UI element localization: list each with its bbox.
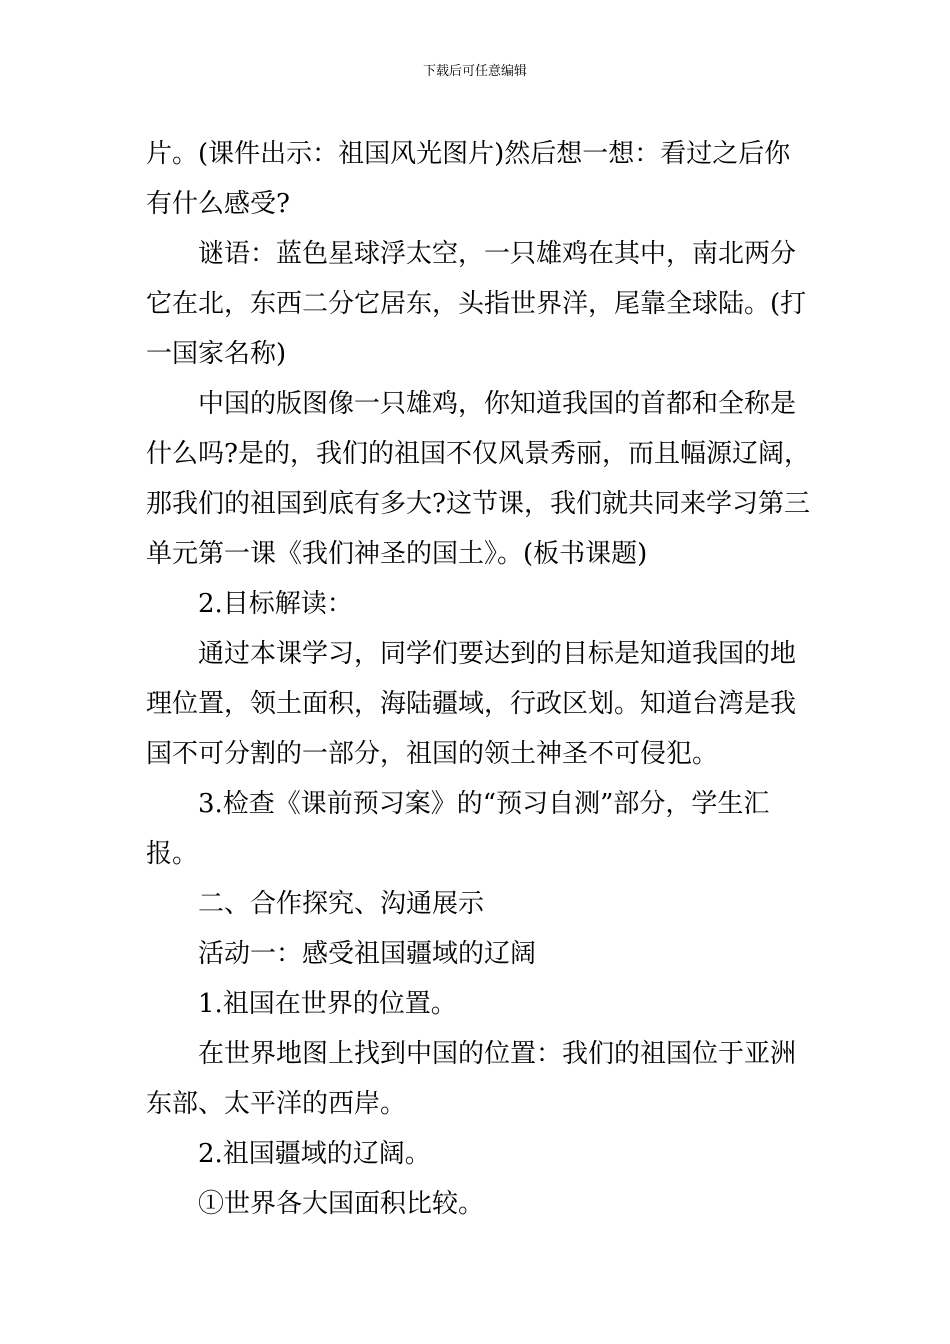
- paragraph-6: 3.检查《课前预习案》的“预习自测”部分，学生汇报。: [146, 789, 770, 869]
- document-body: [146, 129, 810, 1229]
- paragraph-10: 在世界地图上找到中国的位置：我们的祖国位于亚洲东部、太平洋的西岸。: [146, 1039, 797, 1119]
- paragraph-2: 谜语：蓝色星球浮太空，一只雄鸡在其中，南北两分它在北，东西二分它居东，头指世界洋，尾靠全球陆。(打一国家名称): [146, 239, 807, 369]
- paragraph-1: 片。(课件出示：祖国风光图片)然后想一想：看过之后你有什么感受?: [146, 139, 791, 219]
- paragraph-9: 1.祖国在世界的位置。: [198, 989, 457, 1019]
- paragraph-8: 活动一：感受祖国疆域的辽阔: [198, 939, 537, 969]
- paragraph-4: 2.目标解读：: [198, 589, 353, 619]
- paragraph-3: 中国的版图像一只雄鸡，你知道我国的首都和全称是什么吗?是的，我们的祖国不仅风景秀丽，而且幅源辽阔，那我们的祖国到底有多大?这节课，我们就共同来学习第三单元第一课《我们神圣的国土》。(板书课题): [146, 389, 810, 569]
- paragraph-11: 2.祖国疆域的辽阔。: [198, 1139, 431, 1169]
- page-header-note: 下载后可任意编辑: [422, 64, 527, 79]
- paragraph-5: 通过本课学习，同学们要达到的目标是知道我国的地理位置，领土面积，海陆疆域，行政区划。知道台湾是我国不可分割的一部分，祖国的领土神圣不可侵犯。: [146, 639, 797, 769]
- paragraph-7: 二、合作探究、沟通展示: [198, 889, 485, 919]
- paragraph-12: ①世界各大国面积比较。: [198, 1189, 485, 1219]
